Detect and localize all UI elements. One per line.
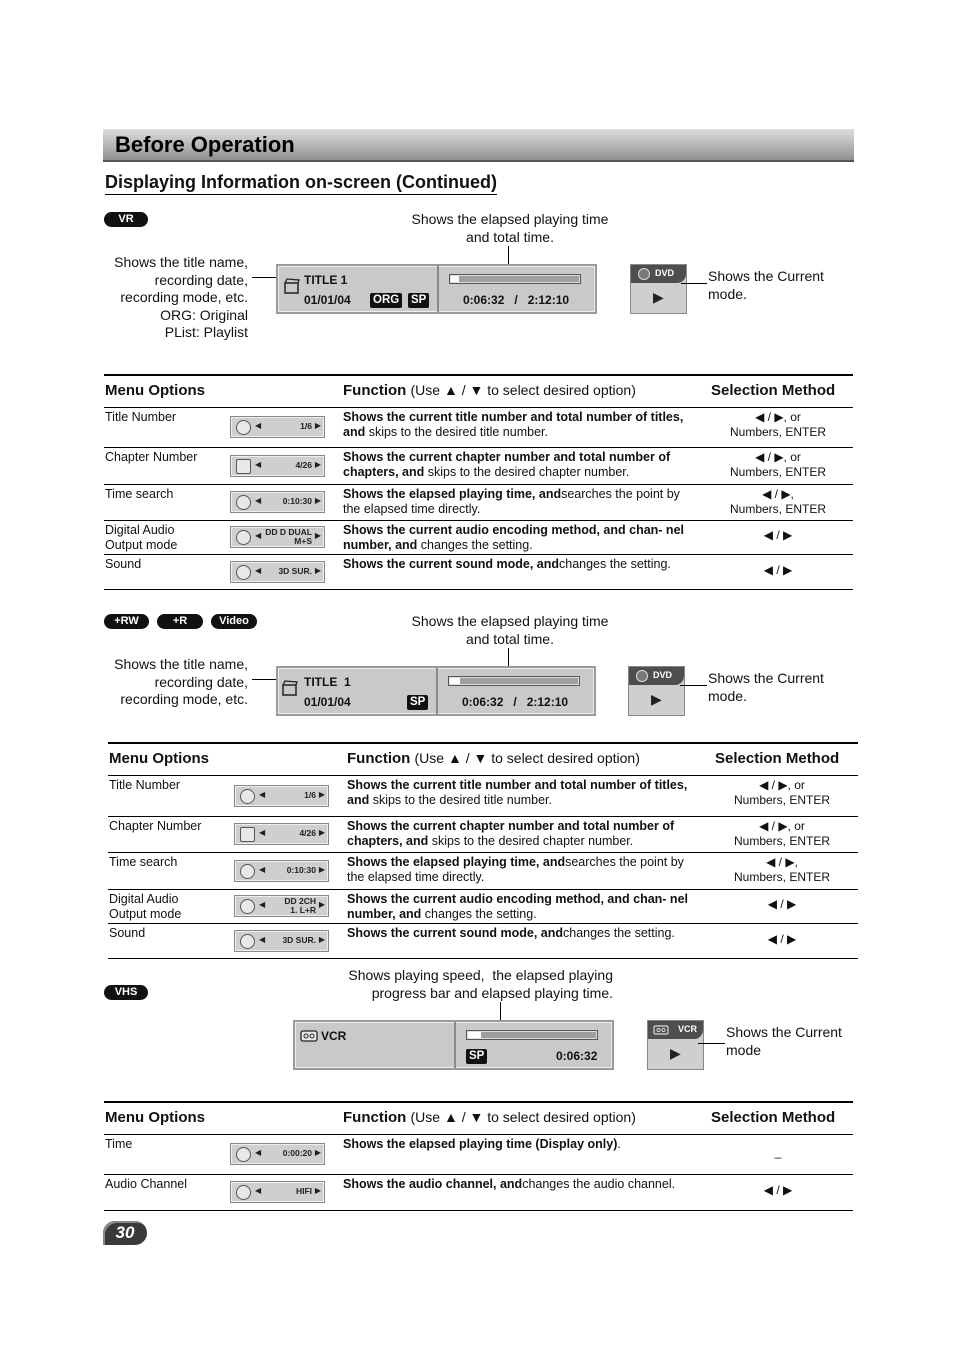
right-arrow-icon: ▶: [314, 1186, 321, 1195]
play-icon: ▶: [653, 289, 664, 305]
osd-time-panel: [436, 668, 594, 714]
left-arrow-icon: ◀: [259, 900, 266, 909]
function-desc: [343, 487, 695, 516]
mini-value-line: HIFI: [295, 1186, 312, 1196]
function-bold: Shows the current title number and total number of titles, and: [347, 778, 688, 807]
osd-info-panel: [295, 1022, 456, 1068]
mini-value-line: M+S: [294, 536, 312, 546]
option-line: Output mode: [109, 906, 182, 921]
right-arrow-icon: ▶: [318, 789, 325, 799]
mode-header: [631, 265, 686, 283]
badge-rw: +RW: [104, 614, 149, 629]
osd-badge-org: ORG: [370, 293, 402, 308]
left-arrow-icon: ◀: [255, 531, 262, 540]
osd-time-panel: [454, 1022, 612, 1068]
option-line: Digital Audio: [105, 523, 175, 537]
selection-line: Numbers, ENTER: [729, 424, 827, 439]
th-function-note: (Use ▲ / ▼ to select desired option): [410, 382, 636, 398]
osd-info-panel: [278, 668, 438, 714]
selection-line: ◀ / ▶: [763, 528, 793, 542]
mini-value: [295, 461, 312, 470]
callout-line: PList: Playlist: [164, 324, 248, 340]
clock-icon: [236, 1147, 251, 1162]
osd-time: 0:06:32 / 2:12:10: [462, 695, 569, 709]
chapter-icon: [240, 827, 255, 842]
mini-value: [278, 567, 312, 576]
callout-line: ORG: Original: [160, 306, 248, 323]
page-number: 30: [103, 1221, 147, 1245]
function-desc: [343, 450, 695, 479]
progress-bar: [449, 274, 581, 284]
left-arrow-icon: ◀: [255, 1148, 262, 1157]
osd-badge-sp: SP: [407, 695, 428, 710]
table-rule: [104, 407, 853, 408]
function-desc: [343, 1177, 695, 1192]
th-menu-options: Menu Options: [109, 750, 209, 767]
function-desc: [347, 819, 699, 848]
th-function-label: Function: [343, 382, 407, 399]
selection-method: [708, 1145, 848, 1160]
option-name: [109, 892, 229, 921]
mini-value-line: 1. L+R: [290, 905, 316, 915]
left-arrow-icon: ◀: [259, 789, 266, 799]
mode-indicator: [628, 666, 685, 716]
osd-time-panel: [437, 266, 595, 312]
table-rule: [104, 447, 853, 448]
callout-line: Shows the elapsed playing time: [411, 211, 609, 227]
option-line: Audio Channel: [105, 1177, 188, 1191]
mini-value-line: 0:10:30: [282, 496, 312, 506]
left-arrow-icon: ◀: [255, 421, 262, 430]
option-name: [105, 450, 225, 465]
option-name: [105, 410, 225, 425]
mini-value: [287, 866, 316, 875]
callout-line: Shows the elapsed playing time: [411, 613, 609, 629]
right-arrow-icon: ▶: [318, 864, 325, 874]
left-arrow-icon: ◀: [259, 828, 266, 837]
selection-method: [712, 778, 852, 807]
right-arrow-icon: ▶: [314, 531, 321, 540]
leader-line: [252, 679, 278, 680]
table-rule: [104, 520, 853, 521]
left-arrow-icon: ◀: [255, 496, 262, 505]
osd-mini-audio: [234, 895, 329, 917]
osd-mini-clock: [230, 1143, 325, 1165]
function-bold: Shows the elapsed playing time, and: [343, 487, 562, 501]
function-rest: searches the point by the elapsed time directly.: [343, 487, 680, 516]
th-function: [343, 382, 636, 399]
selection-line: ◀ / ▶: [763, 1183, 793, 1197]
left-arrow-icon: ◀: [259, 864, 266, 874]
function-desc: [343, 523, 695, 552]
th-function: [347, 750, 640, 767]
osd-mini-sound: [230, 561, 325, 583]
selection-line: Numbers, ENTER: [733, 792, 831, 807]
play-icon: ▶: [670, 1045, 681, 1061]
tape-icon: [300, 1030, 318, 1042]
function-bold: Shows the current audio encoding method, and chan- nel number, and: [343, 523, 684, 552]
option-line: Title Number: [105, 410, 177, 424]
right-arrow-icon: ▶: [314, 421, 321, 430]
selection-line: ◀ / ▶: [763, 562, 793, 577]
osd-mini-chapter: [234, 823, 329, 845]
mini-value-line: 0:10:30: [286, 864, 316, 875]
function-rest: skips to the desired chapter number.: [428, 833, 634, 848]
th-menu-options: Menu Options: [105, 382, 205, 399]
selection-line: ◀ / ▶: [767, 897, 797, 911]
callout-line: recording mode, etc.: [120, 691, 248, 707]
th-selection-method: Selection Method: [711, 1109, 836, 1126]
osd-date: 01/01/04: [304, 293, 351, 307]
callout-line: Shows the Current: [708, 268, 824, 284]
page-title: Before Operation: [115, 132, 295, 157]
mini-value-line: DD 2CH: [284, 896, 316, 906]
leader-line: [252, 277, 278, 278]
osd-vr: [276, 264, 597, 314]
function-bold: Shows the current chapter number and total number of chapters, and: [347, 819, 675, 848]
osd-mini-title: [230, 416, 325, 438]
osd-badge-sp: SP: [408, 293, 429, 308]
right-arrow-icon: ▶: [318, 828, 325, 837]
callout-title: [60, 656, 248, 709]
left-arrow-icon: ◀: [255, 1186, 262, 1195]
option-name: [109, 778, 229, 793]
right-arrow-icon: ▶: [318, 900, 325, 909]
callout-elapsed: [380, 613, 640, 648]
th-selection-method: Selection Method: [711, 382, 836, 399]
selection-line: Numbers, ENTER: [733, 833, 831, 848]
function-rest: changes the setting.: [421, 906, 537, 921]
mode-label: VCR: [678, 1024, 698, 1034]
mode-indicator: [630, 264, 687, 314]
callout-line: mode.: [708, 687, 747, 704]
osd-title: VCR: [321, 1029, 347, 1043]
play-icon: ▶: [651, 691, 662, 707]
mini-value: [265, 528, 312, 546]
osd-mini-chapter: [230, 455, 325, 477]
selection-line: Numbers, ENTER: [729, 464, 827, 479]
th-menu-options: Menu Options: [105, 1109, 205, 1126]
callout-line: Shows the title name,: [114, 254, 248, 270]
mini-value-line: 1/6: [304, 789, 316, 800]
mode-label: DVD: [653, 670, 673, 680]
function-bold: Shows the current sound mode, and: [347, 926, 563, 940]
function-desc: [347, 778, 699, 807]
function-bold: Shows the elapsed playing time (Display only): [343, 1137, 618, 1151]
function-bold: Shows the audio channel, and: [343, 1177, 523, 1191]
th-function-label: Function: [343, 1109, 407, 1126]
callout-line: Shows playing speed, the elapsed playing: [348, 967, 613, 983]
osd-mini-audio: [230, 526, 325, 548]
left-arrow-icon: ◀: [255, 459, 262, 469]
mini-value-line: 4/26: [299, 828, 316, 838]
disc-icon: [636, 670, 648, 682]
mini-value: [283, 1149, 312, 1158]
left-arrow-icon: ◀: [259, 934, 266, 944]
osd-title: TITLE 1: [304, 675, 351, 689]
progress-bar: [466, 1030, 598, 1040]
mini-value-line: 3D SUR.: [282, 934, 316, 945]
badge-vr: VR: [104, 212, 148, 227]
audio-icon: [236, 530, 251, 545]
right-arrow-icon: ▶: [318, 934, 325, 944]
section-title: Displaying Information on-screen (Continued): [105, 172, 497, 195]
progress-fill: [468, 1032, 481, 1038]
callout-line: recording mode, etc.: [120, 289, 248, 305]
mini-value: [299, 829, 316, 838]
osd-info-panel: [278, 266, 439, 312]
clock-icon: [236, 495, 251, 510]
th-function-note: (Use ▲ / ▼ to select desired option): [414, 750, 640, 766]
callout-line: progress bar and elapsed playing time.: [371, 984, 613, 1001]
right-arrow-icon: ▶: [314, 565, 321, 575]
option-line: Chapter Number: [105, 450, 198, 464]
chapter-icon: [236, 459, 251, 474]
selection-line: ◀ / ▶: [767, 931, 797, 946]
mini-value: [296, 1187, 312, 1196]
table-rule: [104, 589, 853, 590]
option-line: Title Number: [109, 778, 181, 792]
right-arrow-icon: ▶: [314, 496, 321, 505]
option-line: Digital Audio: [109, 892, 179, 906]
option-line: Time: [105, 1137, 133, 1151]
mini-value: [284, 897, 316, 915]
selection-method: [708, 410, 848, 439]
function-rest: searches the point by the elapsed time directly.: [347, 855, 684, 884]
clapper-icon: [282, 680, 298, 696]
option-line: Time search: [109, 855, 178, 869]
function-rest: .: [617, 1137, 621, 1151]
selection-line: ◀ / ▶, or: [755, 410, 801, 424]
table-rule: [108, 852, 858, 853]
option-name: [105, 523, 225, 552]
function-rest: changes the audio channel.: [522, 1177, 676, 1191]
osd-time: 0:06:32: [556, 1049, 598, 1063]
selection-line: ◀ / ▶,: [762, 487, 794, 501]
disc-icon: [638, 268, 650, 280]
right-arrow-icon: ▶: [314, 1148, 321, 1157]
table-rule: [108, 889, 858, 890]
selection-line: Numbers, ENTER: [733, 869, 831, 884]
option-name: [105, 1137, 225, 1152]
th-function-note: (Use ▲ / ▼ to select desired option): [410, 1109, 636, 1125]
function-desc: [347, 855, 699, 884]
title-icon: [240, 789, 255, 804]
tape-icon: [653, 1025, 669, 1035]
function-bold: Shows the current chapter number and total number of chapters, and: [343, 450, 671, 479]
function-rest: changes the setting.: [559, 557, 671, 571]
right-arrow-icon: ▶: [314, 459, 321, 469]
leader-line: [680, 685, 707, 686]
mini-value: [300, 422, 312, 431]
table-rule: [104, 374, 853, 376]
mini-value-line: 1/6: [300, 421, 312, 431]
callout-elapsed: [380, 211, 640, 246]
selection-line: ◀ / ▶,: [766, 855, 798, 869]
selection-method: [708, 450, 848, 479]
option-line: Sound: [109, 926, 146, 940]
osd-mini-sound: [234, 930, 329, 952]
callout-line: Shows the title name,: [114, 656, 248, 672]
osd-time: 0:06:32 / 2:12:10: [463, 293, 570, 307]
function-bold: Shows the current audio encoding method, and chan- nel number, and: [347, 892, 688, 921]
mini-value: [282, 936, 316, 945]
callout-title: [60, 254, 248, 342]
table-rule: [108, 923, 858, 924]
selection-method: [712, 932, 852, 947]
option-name: [105, 1177, 225, 1192]
table-rule: [104, 1134, 853, 1135]
osd-badge-sp: SP: [466, 1049, 487, 1064]
callout-line: Shows the Current: [708, 670, 824, 686]
callout-line: Shows the Current: [726, 1024, 842, 1040]
mini-value: [283, 497, 312, 506]
selection-line: Numbers, ENTER: [729, 501, 827, 516]
selection-method: [708, 563, 848, 578]
selection-method: [708, 487, 848, 516]
callout-line: mode: [726, 1041, 762, 1058]
selection-method: [708, 1183, 848, 1198]
badge-vhs: VHS: [104, 985, 148, 1000]
mini-value-line: DD D DUAL: [265, 527, 312, 537]
audio-icon: [236, 1185, 251, 1200]
selection-line: ◀ / ▶, or: [759, 819, 805, 833]
function-rest: skips to the desired title number.: [365, 424, 548, 439]
function-bold: Shows the elapsed playing time, and: [347, 855, 566, 869]
option-name: [109, 855, 229, 870]
title-icon: [236, 420, 251, 435]
option-name: [109, 926, 229, 941]
selection-line: _: [774, 1145, 782, 1159]
osd-vhs: [293, 1020, 614, 1070]
osd-mini-title: [234, 785, 329, 807]
osd-mini-clock: [230, 491, 325, 513]
function-rest: changes the setting.: [417, 537, 533, 552]
audio-icon: [240, 899, 255, 914]
selection-method: [712, 855, 852, 884]
leader-line: [681, 283, 707, 284]
function-rest: changes the setting.: [563, 926, 675, 940]
function-desc: [343, 557, 695, 572]
callout-line: and total time.: [466, 630, 554, 647]
selection-method: [712, 897, 852, 912]
table-rule: [104, 554, 853, 555]
th-function-label: Function: [347, 750, 411, 767]
function-desc: [343, 1137, 695, 1152]
option-line: Output mode: [105, 537, 178, 552]
progress-bar: [448, 676, 580, 686]
th-function: [343, 1109, 636, 1126]
table-rule: [108, 742, 858, 744]
clapper-icon: [284, 278, 300, 294]
option-line: Time search: [105, 487, 174, 501]
callout-mode: [708, 670, 848, 705]
option-line: Sound: [105, 557, 142, 571]
callout-line: recording date,: [154, 271, 248, 288]
option-name: [105, 487, 225, 502]
table-rule: [108, 775, 858, 776]
osd-rw: [276, 666, 596, 716]
sound-icon: [236, 565, 251, 580]
function-bold: Shows the current sound mode, and: [343, 557, 559, 571]
callout-mode: [708, 268, 848, 303]
osd-title: TITLE 1: [304, 273, 348, 287]
mini-value: [304, 791, 316, 800]
leader-line: [698, 1043, 725, 1044]
osd-mini-audio: [230, 1181, 325, 1203]
function-desc: [347, 892, 699, 921]
mini-value-line: 3D SUR.: [278, 565, 312, 576]
function-rest: skips to the desired chapter number.: [424, 464, 630, 479]
callout-line: and total time.: [466, 228, 554, 245]
osd-mini-clock: [234, 860, 329, 882]
th-selection-method: Selection Method: [715, 750, 840, 767]
selection-method: [708, 528, 848, 543]
mini-value-line: 4/26: [295, 459, 312, 470]
header-bar: [103, 129, 854, 162]
mini-value-line: 0:00:20: [282, 1148, 312, 1158]
osd-date: 01/01/04: [304, 695, 351, 709]
callout-line: mode.: [708, 285, 747, 302]
selection-line: ◀ / ▶, or: [755, 450, 801, 464]
table-rule: [104, 1101, 853, 1103]
function-bold: Shows the current title number and total number of titles, and: [343, 410, 684, 439]
function-rest: skips to the desired title number.: [369, 792, 552, 807]
progress-fill: [450, 678, 460, 684]
function-desc: [347, 926, 699, 941]
option-name: [109, 819, 229, 834]
function-desc: [343, 410, 695, 439]
mode-indicator: [647, 1020, 704, 1070]
callout-line: recording date,: [154, 673, 248, 690]
left-arrow-icon: ◀: [255, 565, 262, 575]
selection-line: ◀ / ▶, or: [759, 778, 805, 792]
table-rule: [108, 816, 858, 817]
mode-header: [648, 1021, 703, 1039]
callout-mode: [726, 1024, 866, 1059]
badge-video: Video: [211, 614, 257, 629]
table-rule: [108, 958, 858, 959]
badge-r: +R: [157, 614, 203, 629]
option-name: [105, 557, 225, 572]
mode-header: [629, 667, 684, 685]
option-line: Chapter Number: [109, 819, 202, 833]
clock-icon: [240, 864, 255, 879]
table-rule: [104, 1174, 853, 1175]
table-rule: [104, 484, 853, 485]
mode-label: DVD: [655, 268, 675, 278]
sound-icon: [240, 934, 255, 949]
table-rule: [104, 1210, 853, 1211]
progress-fill: [451, 276, 459, 282]
selection-method: [712, 819, 852, 848]
callout-speed: [300, 967, 613, 1002]
